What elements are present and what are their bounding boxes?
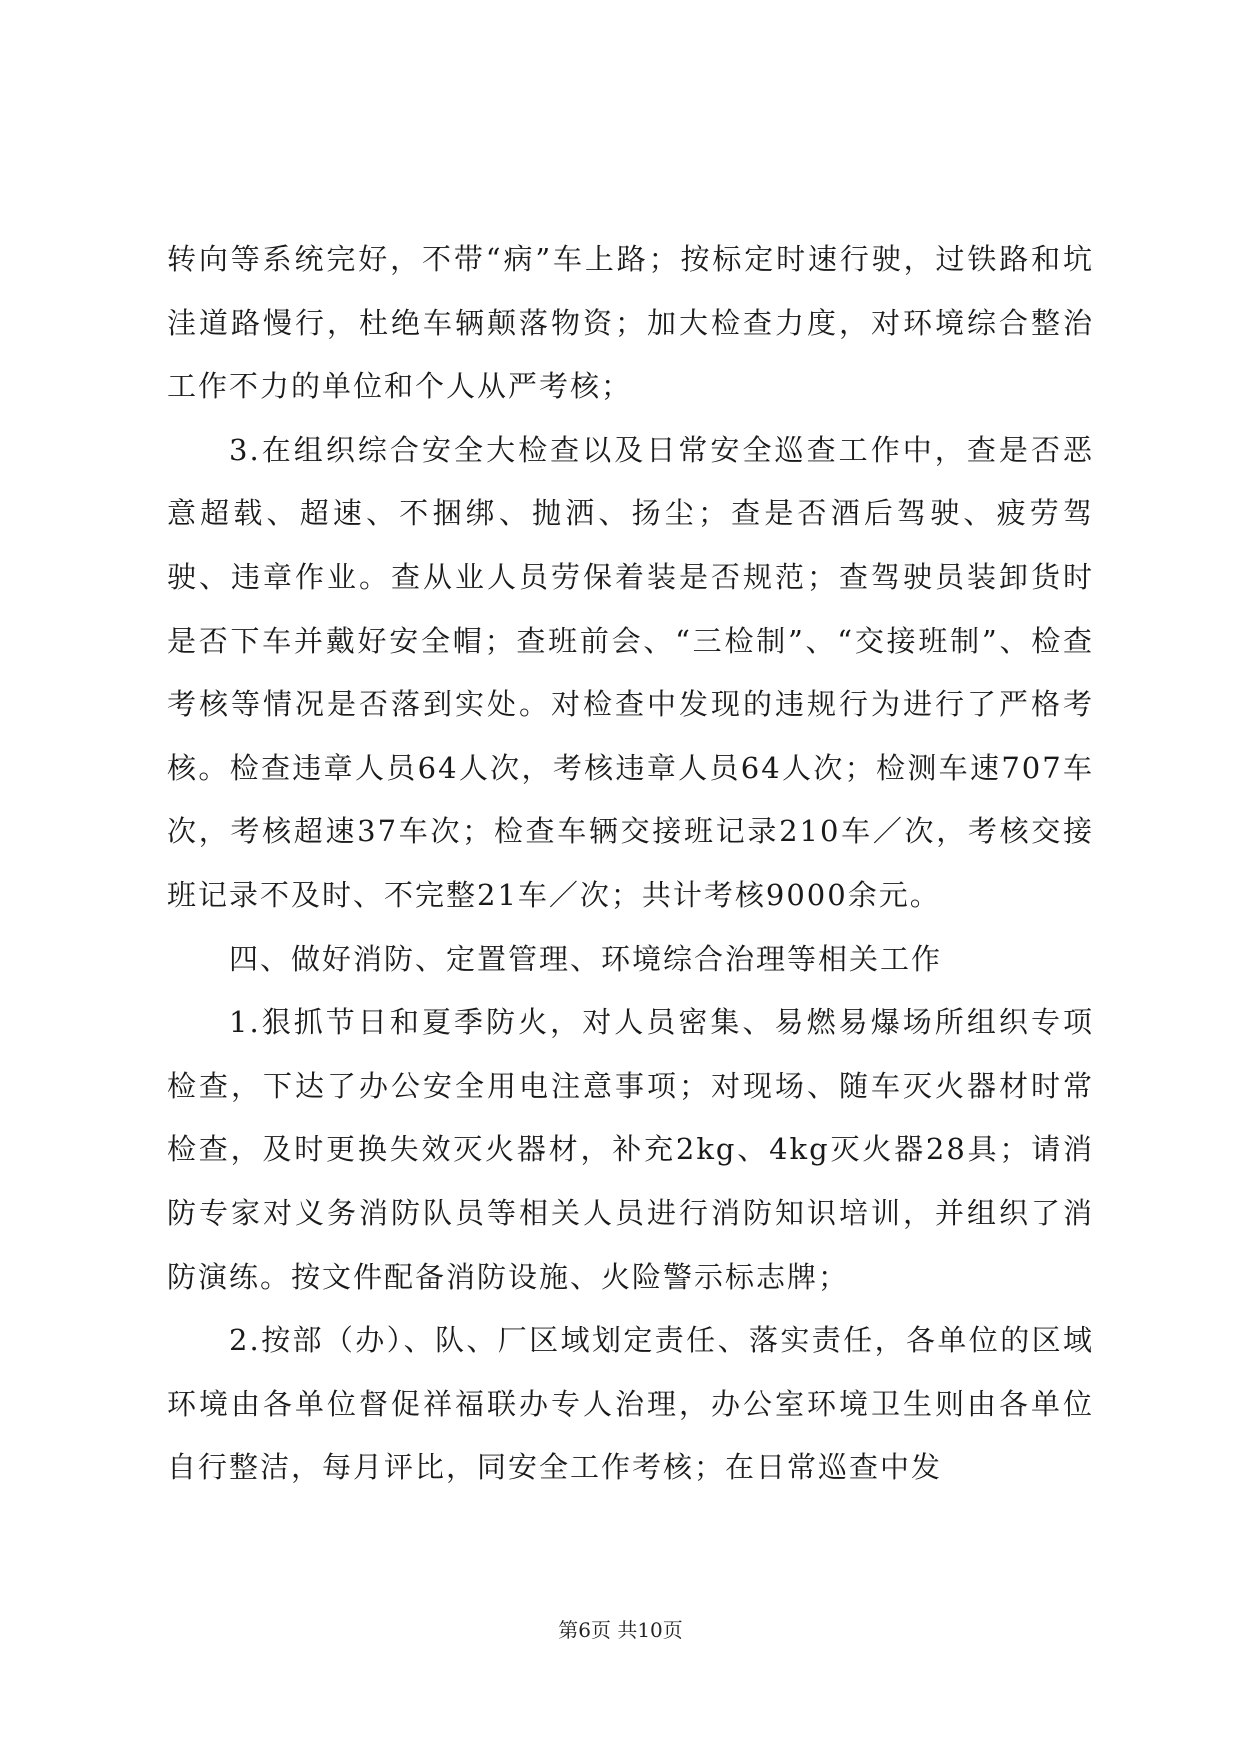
- document-body: [167, 228, 1094, 1500]
- page-number-footer: 第6页 共10页: [558, 1618, 683, 1642]
- paragraph-safety-inspection: 3.在组织综合安全大检查以及日常安全巡查工作中，查是否恶意超载、超速、不捆绑、抛洒、扬尘；查是否酒后驾驶、疲劳驾驶、违章作业。查从业人员劳保着装是否规范；查驾驶员装卸货时是否下车并戴好安全帽；查班前会、“三检制”、“交接班制”、检查考核等情况是否落到实处。对检查中发现的违规行为进行了严格考核。检查违章人员64人次，考核违章人员64人次；检测车速707车次，考核超速37车次；检查车辆交接班记录210车／次，考核交接班记录不及时、不完整21车／次；共计考核9000余元。: [167, 432, 1094, 912]
- paragraph-area-responsibility: 2.按部（办）、队、厂区域划定责任、落实责任，各单位的区域环境由各单位督促祥福联办专人治理，办公室环境卫生则由各单位自行整洁，每月评比，同安全工作考核；在日常巡查中发: [167, 1323, 1094, 1485]
- paragraph-vehicle-systems: 转向等系统完好，不带“病”车上路；按标定时速行驶，过铁路和坑洼道路慢行，杜绝车辆颠落物资；加大检查力度，对环境综合整治工作不力的单位和个人从严考核；: [167, 242, 1094, 404]
- paragraph-fire-prevention: 1.狠抓节日和夏季防火，对人员密集、易燃易爆场所组织专项检查，下达了办公安全用电注意事项；对现场、随车灭火器材时常检查，及时更换失效灭火器材，补充2kg、4kg灭火器28具；请消防专家对义务消防队员等相关人员进行消防知识培训，并组织了消防演练。按文件配备消防设施、火险警示标志牌；: [167, 1005, 1094, 1294]
- section-heading-fire-environment: 四、做好消防、定置管理、环境综合治理等相关工作: [229, 941, 943, 976]
